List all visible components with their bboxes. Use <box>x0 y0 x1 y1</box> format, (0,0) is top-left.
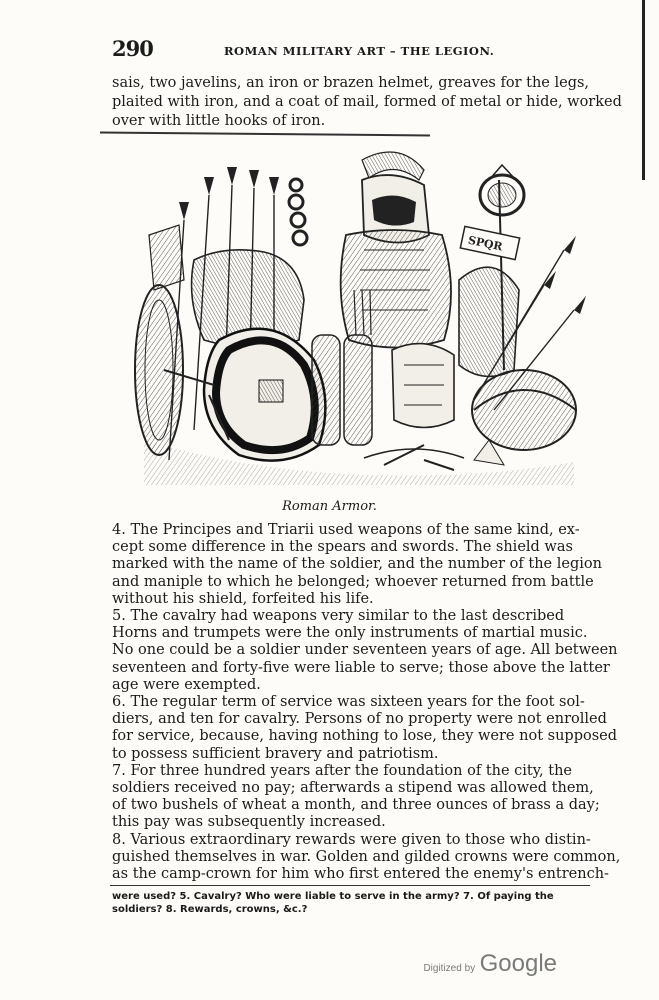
text-line: 5. The cavalry had weapons very similar to the last described <box>112 608 565 625</box>
text-line: guished themselves in war. Golden and gilded crowns were common, <box>112 848 621 865</box>
text-line: without his shield, forfeited his life. <box>112 590 374 607</box>
text-line: seventeen and forty-five were liable to serve; those above the latter <box>112 659 610 676</box>
text-line: as the camp-crown for him who first entered the enemy's entrench- <box>112 866 609 883</box>
text-line: Horns and trumpets were the only instruments of martial music. <box>112 625 588 642</box>
decoration-rings <box>289 179 307 245</box>
cuirass <box>341 230 451 348</box>
continued-text <box>112 74 622 131</box>
text-line: marked with the name of the soldier, and the number of the legion <box>112 556 602 573</box>
figure-caption: Roman Armor. <box>282 499 377 514</box>
text-line: 8. Various extraordinary rewards were given to those who distin- <box>112 831 591 848</box>
text-line: of two bushels of wheat a month, and three ounces of brass a day; <box>112 797 600 814</box>
round-helmet <box>472 370 576 465</box>
text-line: No one could be a soldier under seventeen years of age. All between <box>112 642 618 659</box>
text-line: for service, because, having nothing to lose, they were not supposed <box>112 728 618 745</box>
ink-smudge-rule <box>100 132 430 137</box>
crested-helmet <box>362 152 429 243</box>
text-line: diers, and ten for cavalry. Persons of no property were not enrolled <box>112 711 607 728</box>
oval-shield <box>135 285 183 455</box>
digitized-watermark <box>423 950 557 978</box>
text-line: sais, two javelins, an iron or brazen helmet, greaves for the legs, <box>112 75 590 91</box>
text-line: over with little hooks of iron. <box>112 113 326 129</box>
text-line: age were exempted. <box>112 676 261 693</box>
page-edge-shadow <box>642 0 645 180</box>
text-line: plaited with iron, and a coat of mail, formed of metal or hide, worked <box>112 94 622 110</box>
footnotes <box>112 890 592 916</box>
page-number: 290 <box>112 36 153 61</box>
watermark-brand: Google <box>479 950 557 977</box>
footnote-line: were used? 5. Cavalry? Who were liable to serve in the army? 7. Of paying the <box>112 891 554 902</box>
text-line: cept some difference in the spears and swords. The shield was <box>112 539 573 556</box>
text-line: 6. The regular term of service was sixteen years for the foot sol- <box>112 694 585 711</box>
footnote-line: soldiers? 8. Rewards, crowns, &c.? <box>112 904 308 915</box>
text-line: soldiers received no pay; afterwards a stipend was allowed them, <box>112 780 594 797</box>
page-header <box>112 36 592 61</box>
text-line: and maniple to which he belonged; whoever returned from battle <box>112 573 594 590</box>
text-line: this pay was subsequently increased. <box>112 814 386 831</box>
footnote-divider <box>110 885 590 886</box>
text-line: to possess sufficient bravery and patriotism. <box>112 745 439 762</box>
running-head: ROMAN MILITARY ART – THE LEGION. <box>224 44 495 58</box>
flag <box>149 225 184 290</box>
watermark-prefix: Digitized by <box>423 963 476 974</box>
body-text <box>112 522 621 883</box>
text-line: 7. For three hundred years after the foundation of the city, the <box>112 762 572 779</box>
roman-armor-engraving <box>124 140 594 485</box>
spqr-banner-text: SPQR <box>466 233 504 254</box>
text-line: 4. The Principes and Triarii used weapons of the same kind, ex- <box>112 522 580 538</box>
